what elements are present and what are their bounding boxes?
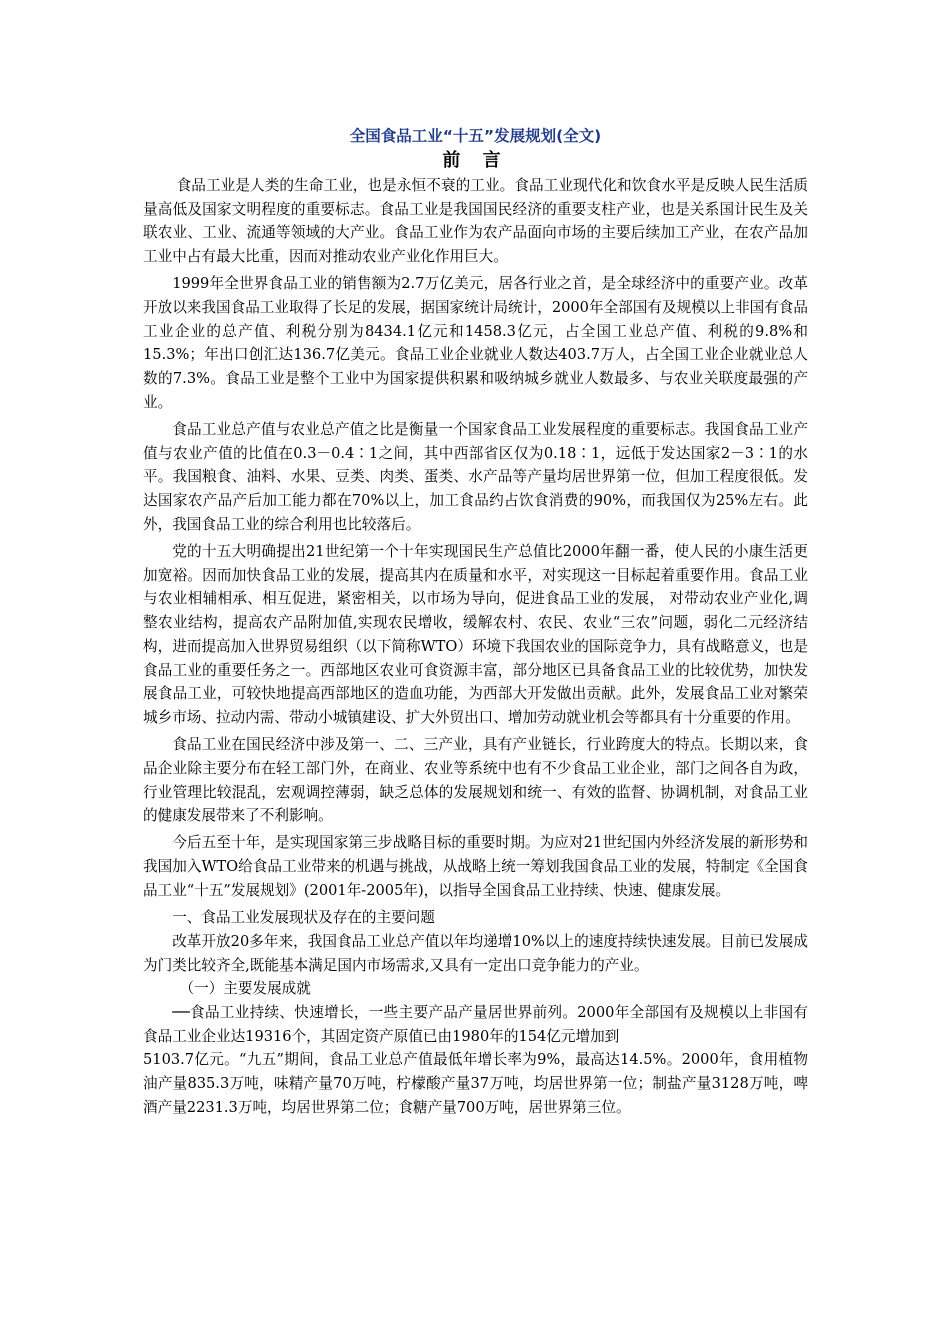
paragraph: 食品工业在国民经济中涉及第一、二、三产业，具有产业链长，行业跨度大的特点。长期以来，食品企业除主要分布在轻工部门外，在商业、农业等系统中也有不少食品工业企业，部门之间各自为政，行业管理比较混乱，宏观调控薄弱，缺乏总体的发展规划和统一、有效的监督、协调机制，对食品工业的健康发展带来了不利影响。 — [143, 736, 808, 825]
paragraph: 今后五至十年，是实现国家第三步战略目标的重要时期。为应对21世纪国内外经济发展的新形势和我国加入WTO给食品工业带来的机遇与挑战，从战略上统一筹划我国食品工业的发展，特制定《全国食品工业“十五”发展规划》(2001年-2005年)，以指导全国食品工业持续、快速、健康发展。 — [143, 834, 808, 899]
achievement-line: 5103.7亿元。“九五”期间，食品工业总产值最低年增长率为9%，最高达14.5%。2000年，食用植物油产量835.3万吨，味精产量70万吨，柠檬酸产量37万吨，均居世界第一位；制盐产量3128万吨，啤酒产量2231.3万吨，均居世界第二位；食糖产量700万吨，居世界第三位。 — [143, 1051, 808, 1116]
document-page — [143, 124, 808, 1119]
section-heading: （一）主要发展成就 — [179, 980, 311, 998]
chapter-heading: 一、食品工业发展现状及存在的主要问题 — [172, 909, 435, 927]
paragraph: 食品工业总产值与农业总产值之比是衡量一个国家食品工业发展程度的重要标志。我国食品工业产值与农业产值的比值在0.3－0.4∶1之间，其中西部省区仅为0.18∶1，远低于发达国家2－3∶1的水平。我国粮食、油料、水果、豆类、肉类、蛋类、水产品等产量均居世界第一位，但加工程度很低。发达国家农产品产后加工能力都在70%以上，加工食品约占饮食消费的90%，而我国仅为25%左右。此外，我国食品工业的综合利用也比较落后。 — [143, 421, 808, 533]
achievement-line: ──食品工业持续、快速增长，一些主要产品产量居世界前列。2000年全部国有及规模以上非国有食品工业企业达19316个，其固定资产原值已由1980年的154亿元增加到 — [143, 1003, 808, 1045]
paragraph: 1999年全世界食品工业的销售额为2.7万亿美元，居各行业之首，是全球经济中的重要产业。改革开放以来我国食品工业取得了长足的发展，据国家统计局统计，2000年全部国有及规模以上非国有食品工业企业的总产值、利税分别为8434.1亿元和1458.3亿元，占全国工业总产值、利税的9.8%和15.3%；年出口创汇达136.7亿美元。食品工业企业就业人数达403.7万人，占全国工业企业就业总人数的7.3%。食品工业是整个工业中为国家提供积累和吸纳城乡就业人数最多、与农业关联度最强的产业。 — [143, 275, 808, 411]
paragraph: 党的十五大明确提出21世纪第一个十年实现国民生产总值比2000年翻一番，使人民的小康生活更加宽裕。因而加快食品工业的发展，提高其内在质量和水平，对实现这一目标起着重要作用。食品工业与农业相辅相承、相互促进，紧密相关，以市场为导向，促进食品工业的发展， 对带动农业产业化,调整农业结构，提高农产品附加值,实现农民增收，缓解农村、农民、农业“三农”问题，弱化二元经济结构，进而提高加入世界贸易组织（以下简称WTO）环境下我国农业的国际竞争力，具有战略意义，也是食品工业的重要任务之一。西部地区农业可食资源丰富，部分地区已具备食品工业的比较优势，加快发展食品工业，可较快地提高西部地区的造血功能，为西部大开发做出贡献。此外，发展食品工业对繁荣城乡市场、拉动内需、带动小城镇建设、扩大外贸出口、增加劳动就业机会等都具有十分重要的作用。 — [143, 543, 808, 726]
paragraph: 食品工业是人类的生命工业，也是永恒不衰的工业。食品工业现代化和饮食水平是反映人民生活质量高低及国家文明程度的重要标志。食品工业是我国国民经济的重要支柱产业，也是关系国计民生及关联农业、工业、流通等领域的大产业。食品工业作为农产品面向市场的主要后续加工产业，在农产品加工业中占有最大比重，因而对推动农业产业化作用巨大。 — [143, 177, 808, 266]
document-title: 全国食品工业“十五”发展规划(全文) — [349, 127, 602, 145]
paragraph: 改革开放20多年来，我国食品工业总产值以年均递增10%以上的速度持续快速发展。目前已发展成为门类比较齐全,既能基本满足国内市场需求,又具有一定出口竞争能力的产业。 — [143, 932, 808, 974]
preface-heading: 前 言 — [442, 150, 509, 171]
